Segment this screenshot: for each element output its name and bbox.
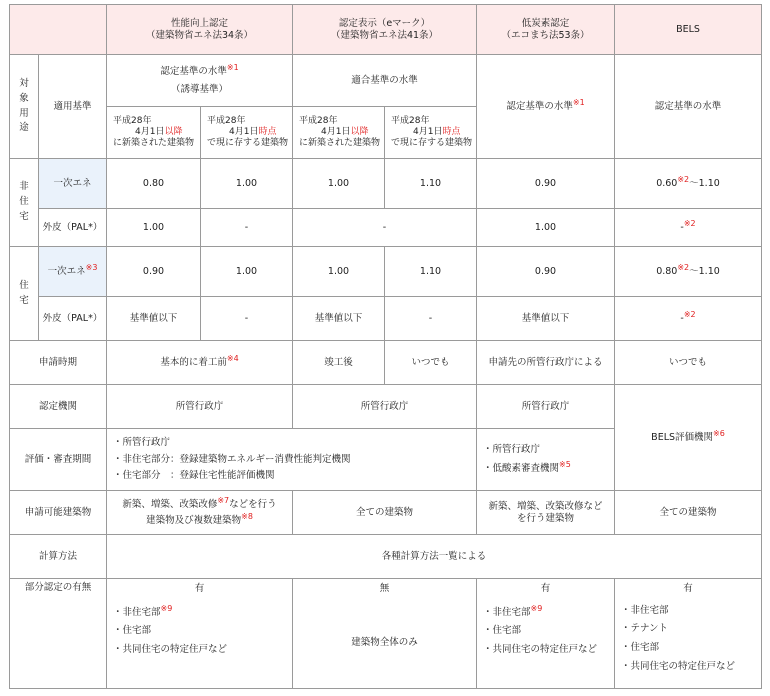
nonres-energy-c: 1.00 bbox=[293, 159, 385, 209]
review-line: ・低酸素審査機関 bbox=[483, 463, 560, 474]
header-bels: BELS bbox=[615, 5, 762, 55]
perf-h28-existing bbox=[201, 107, 293, 159]
nonres-energy-e: 0.90 bbox=[477, 159, 615, 209]
note-marker: ※1 bbox=[226, 62, 239, 72]
target-use-label bbox=[10, 55, 39, 159]
h28-target: で現に存する建築物 bbox=[391, 138, 473, 149]
timing-label: 申請時期 bbox=[10, 341, 107, 385]
eligible-text: 新築、増築、改築改修 bbox=[122, 498, 218, 510]
res-pal-b: - bbox=[201, 297, 293, 341]
pal-dash: - bbox=[680, 221, 684, 233]
eligible-text: 新築、増築、改築改修など bbox=[488, 500, 603, 512]
note-marker: ※1 bbox=[572, 97, 585, 107]
eligible-label: 申請可能建築物 bbox=[10, 491, 107, 535]
header-row bbox=[10, 5, 762, 55]
lowcarbon-standard-text: 認定基準の水準 bbox=[506, 100, 573, 112]
lowcarbon-standard-title bbox=[477, 55, 615, 159]
h28-emphasis: 時点 bbox=[258, 126, 277, 137]
partial-d-flag: 有 bbox=[615, 579, 762, 599]
nonres-energy-b: 1.00 bbox=[201, 159, 293, 209]
h28-year: 平成28年 bbox=[391, 115, 430, 126]
review-line: ・所管行政庁 bbox=[483, 444, 541, 456]
target-use-char: 途 bbox=[19, 122, 29, 134]
eligible-c bbox=[477, 491, 615, 535]
res-pal-c: 基準値以下 bbox=[293, 297, 385, 341]
header-lowcarbon-law: （エコまち法53条） bbox=[501, 29, 590, 41]
res-pal-d: - bbox=[385, 297, 477, 341]
header-performance-name: 性能向上認定 bbox=[170, 17, 228, 29]
timing-row bbox=[10, 341, 762, 385]
nonres-char: 宅 bbox=[19, 210, 29, 222]
emark-h28-after bbox=[293, 107, 385, 159]
partial-item: ・住宅部 bbox=[621, 642, 660, 654]
nonres-pal-row bbox=[10, 209, 762, 247]
nonres-energy-a: 0.80 bbox=[107, 159, 201, 209]
partial-b-flag: 無 bbox=[293, 579, 477, 599]
target-use-char: 象 bbox=[19, 92, 29, 104]
timing-a-text: 基本的に着工前 bbox=[160, 356, 227, 368]
review-c bbox=[477, 429, 615, 491]
nonres-char: 住 bbox=[19, 196, 29, 208]
res-char: 住 bbox=[19, 279, 29, 291]
agency-label: 認定機関 bbox=[10, 385, 107, 429]
nonres-energy-f bbox=[615, 159, 762, 209]
nonres-pal-b: - bbox=[201, 209, 293, 247]
certification-comparison-table bbox=[9, 4, 762, 689]
res-energy-text: 一次エネ bbox=[47, 265, 86, 277]
header-emark-name: 認定表示（eマーク） bbox=[338, 17, 431, 29]
header-emark-law: （建築物省エネ法41条） bbox=[330, 29, 439, 41]
emark-h28-existing bbox=[385, 107, 477, 159]
eligible-d: 全ての建築物 bbox=[615, 491, 762, 535]
partial-item: ・非住宅部 bbox=[483, 606, 531, 618]
note-marker: ※8 bbox=[241, 511, 253, 521]
timing-d: 申請先の所管行政庁による bbox=[477, 341, 615, 385]
note-marker: ※9 bbox=[160, 603, 173, 613]
h28-year: 平成28年 bbox=[207, 115, 246, 126]
h28-year: 平成28年 bbox=[299, 115, 338, 126]
basis-row-top bbox=[10, 55, 762, 107]
h28-emphasis: 時点 bbox=[442, 126, 461, 137]
partial-detail-row bbox=[10, 599, 762, 689]
h28-emphasis: 以降 bbox=[350, 126, 369, 137]
range-start: 0.80 bbox=[656, 265, 678, 277]
calc-label: 計算方法 bbox=[10, 535, 107, 579]
nonres-pal-a: 1.00 bbox=[107, 209, 201, 247]
range-end: ～1.10 bbox=[689, 177, 720, 189]
bels-standard-title: 認定基準の水準 bbox=[615, 55, 762, 159]
res-pal-a: 基準値以下 bbox=[107, 297, 201, 341]
range-end: ～1.10 bbox=[689, 265, 720, 277]
header-performance bbox=[107, 5, 293, 55]
eligible-text: を行う建築物 bbox=[516, 512, 574, 524]
eligible-b: 全ての建築物 bbox=[293, 491, 477, 535]
calc-row bbox=[10, 535, 762, 579]
res-energy-b: 1.00 bbox=[201, 247, 293, 297]
target-use-char: 対 bbox=[19, 78, 29, 90]
note-marker: ※9 bbox=[530, 603, 543, 613]
h28-year: 平成28年 bbox=[113, 115, 152, 126]
partial-item: ・非住宅部 bbox=[621, 604, 669, 616]
partial-item: ・非住宅部 bbox=[113, 606, 161, 618]
partial-item: ・共同住宅の特定住戸など bbox=[483, 644, 598, 656]
header-lowcarbon-name: 低炭素認定 bbox=[521, 17, 570, 29]
bels-agency-text: BELS評価機関 bbox=[651, 431, 714, 443]
nonres-pal-f bbox=[615, 209, 762, 247]
nonres-char: 非 bbox=[19, 181, 29, 193]
h28-emphasis: 以降 bbox=[164, 126, 183, 137]
res-pal-f bbox=[615, 297, 762, 341]
agency-b: 所管行政庁 bbox=[293, 385, 477, 429]
review-a bbox=[107, 429, 477, 491]
header-performance-law: （建築物省エネ法34条） bbox=[145, 29, 254, 41]
note-marker: ※2 bbox=[677, 174, 690, 184]
res-energy-label bbox=[39, 247, 107, 297]
nonres-pal-label: 外皮（PAL*） bbox=[39, 209, 107, 247]
res-energy-f bbox=[615, 247, 762, 297]
comparison-table-wrapper bbox=[9, 4, 762, 689]
partial-item: ・共同住宅の特定住戸など bbox=[621, 661, 736, 673]
pal-dash: - bbox=[680, 312, 684, 324]
review-line: ・所管行政庁 bbox=[113, 436, 171, 448]
res-pal-label: 外皮（PAL*） bbox=[39, 297, 107, 341]
note-marker: ※5 bbox=[559, 460, 571, 469]
nonres-energy-label: 一次エネ bbox=[39, 159, 107, 209]
partial-item: ・住宅部 bbox=[483, 625, 522, 637]
timing-c: いつでも bbox=[385, 341, 477, 385]
review-label: 評価・審査期間 bbox=[10, 429, 107, 491]
timing-e: いつでも bbox=[615, 341, 762, 385]
agency-row bbox=[10, 385, 762, 429]
partial-item: ・住宅部 bbox=[113, 625, 152, 637]
agency-a: 所管行政庁 bbox=[107, 385, 293, 429]
res-energy-row bbox=[10, 247, 762, 297]
header-emark bbox=[293, 5, 477, 55]
res-energy-c: 1.00 bbox=[293, 247, 385, 297]
range-start: 0.60 bbox=[656, 177, 678, 189]
performance-standard-title bbox=[107, 55, 293, 107]
note-marker: ※4 bbox=[226, 353, 239, 363]
nonres-pal-e: 1.00 bbox=[477, 209, 615, 247]
res-energy-a: 0.90 bbox=[107, 247, 201, 297]
note-marker: ※6 bbox=[713, 428, 725, 438]
res-energy-d: 1.10 bbox=[385, 247, 477, 297]
eligible-a bbox=[107, 491, 293, 535]
review-line: ・住宅部分 ：登録住宅性能評価機関 bbox=[113, 470, 275, 482]
partial-label: 部分認定の有無 bbox=[10, 579, 107, 689]
h28-target: で現に存する建築物 bbox=[207, 138, 289, 149]
nonres-pal-cd: - bbox=[293, 209, 477, 247]
partial-a-flag: 有 bbox=[107, 579, 293, 599]
partial-a-items bbox=[107, 599, 293, 689]
emark-standard-title: 適合基準の水準 bbox=[293, 55, 477, 107]
h28-date: 4月1日 bbox=[321, 126, 351, 137]
note-marker: ※7 bbox=[217, 495, 230, 505]
res-pal-row bbox=[10, 297, 762, 341]
res-label bbox=[10, 247, 39, 341]
h28-date: 4月1日 bbox=[413, 126, 443, 137]
agency-c: 所管行政庁 bbox=[477, 385, 615, 429]
h28-target: に新築された建築物 bbox=[113, 138, 195, 149]
eligible-row bbox=[10, 491, 762, 535]
note-marker: ※3 bbox=[85, 262, 98, 272]
partial-c-flag: 有 bbox=[477, 579, 615, 599]
h28-date: 4月1日 bbox=[135, 126, 165, 137]
nonres-energy-d: 1.10 bbox=[385, 159, 477, 209]
timing-b: 竣工後 bbox=[293, 341, 385, 385]
applicable-standard-label: 適用基準 bbox=[39, 55, 107, 159]
partial-d-items bbox=[615, 599, 762, 689]
perf-h28-after bbox=[107, 107, 201, 159]
partial-item: ・テナント bbox=[621, 623, 669, 635]
calc-text: 各種計算方法一覧による bbox=[107, 535, 762, 579]
partial-item: ・共同住宅の特定住戸など bbox=[113, 644, 228, 656]
timing-a bbox=[107, 341, 293, 385]
note-marker: ※2 bbox=[677, 262, 690, 272]
performance-standard-sub: （誘導基準） bbox=[170, 83, 228, 95]
performance-standard-text: 認定基準の水準 bbox=[160, 65, 227, 77]
partial-row bbox=[10, 579, 762, 599]
res-energy-e: 0.90 bbox=[477, 247, 615, 297]
eligible-text: などを行う bbox=[229, 498, 277, 510]
res-pal-e: 基準値以下 bbox=[477, 297, 615, 341]
res-char: 宅 bbox=[19, 294, 29, 306]
nonres-label bbox=[10, 159, 39, 247]
header-lowcarbon bbox=[477, 5, 615, 55]
target-use-char: 用 bbox=[19, 107, 29, 119]
eligible-text: 建築物及び複数建築物 bbox=[146, 514, 242, 526]
note-marker: ※2 bbox=[683, 309, 696, 319]
review-line: ・非住宅部分：登録建築物エネルギー消費性能判定機関 bbox=[113, 453, 351, 465]
bels-agency bbox=[615, 385, 762, 491]
header-corner bbox=[10, 5, 107, 55]
h28-target: に新築された建築物 bbox=[299, 138, 381, 149]
partial-c-items bbox=[477, 599, 615, 689]
partial-b-text: 建築物全体のみ bbox=[293, 599, 477, 689]
note-marker: ※2 bbox=[683, 218, 696, 228]
nonres-energy-row bbox=[10, 159, 762, 209]
h28-date: 4月1日 bbox=[229, 126, 259, 137]
